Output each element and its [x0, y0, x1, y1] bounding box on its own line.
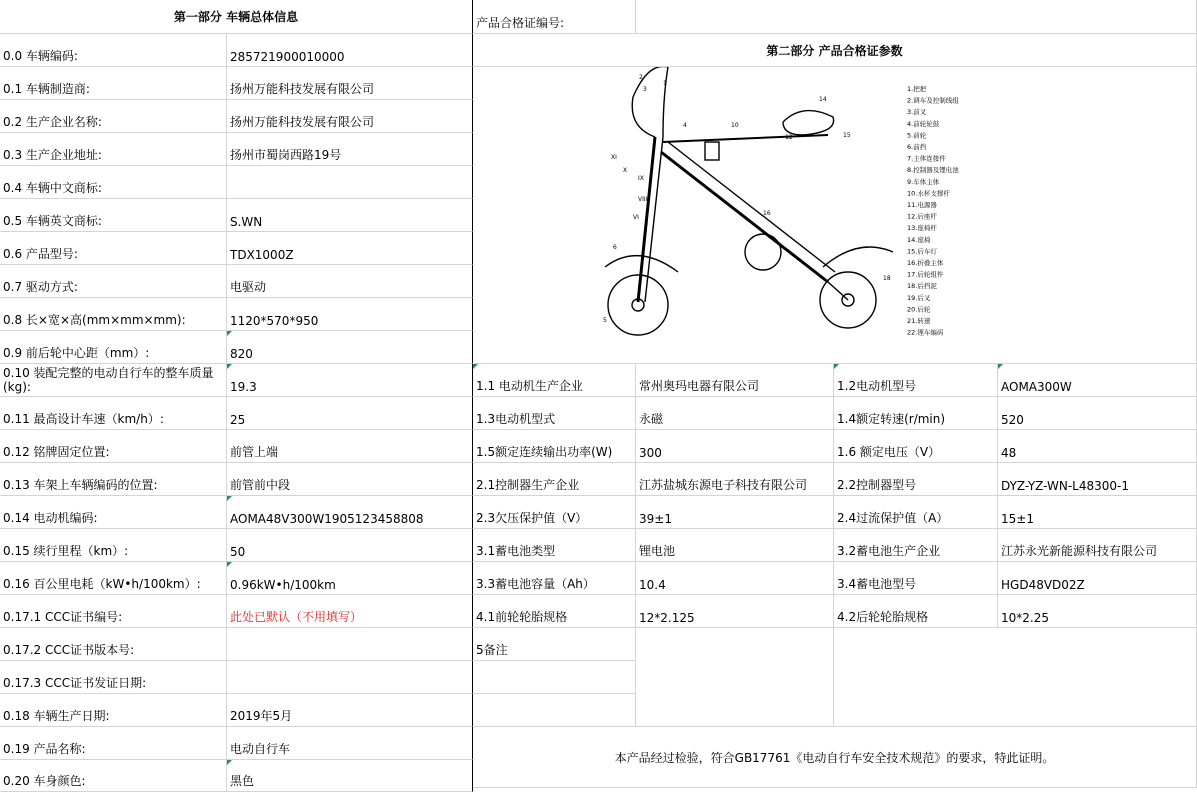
remark-label	[473, 628, 636, 661]
param-label	[473, 397, 636, 430]
param-value[interactable]	[636, 430, 834, 463]
remark-blank	[473, 661, 636, 694]
param-value[interactable]	[998, 463, 1197, 496]
front-wheel	[608, 275, 668, 335]
field-label-text: 0.14 电动机编码:	[3, 511, 98, 525]
field-value-text: 19.3	[230, 380, 257, 394]
controller-box	[705, 142, 719, 160]
remark-label-text: 5备注	[476, 643, 508, 657]
diagram-number-label: 2	[639, 74, 643, 81]
field-label-text: 0.2 生产企业名称:	[3, 115, 102, 129]
field-value-text: 此处已默认（不用填写）	[230, 610, 363, 624]
field-value[interactable]	[227, 232, 473, 265]
field-value[interactable]	[227, 496, 473, 529]
remark-extra	[834, 628, 1197, 727]
param-value-text: 锂电池	[639, 544, 676, 558]
diagram-number-label: 1	[663, 80, 667, 87]
param-value-text: 12*2.125	[639, 611, 695, 625]
param-value-text: 江苏盐城东源电子科技有限公司	[639, 478, 808, 492]
main-frame	[661, 152, 828, 282]
legend-item: 13.座椅杆	[907, 224, 937, 233]
field-value[interactable]	[227, 199, 473, 232]
field-label	[0, 595, 227, 628]
param-label-text: 4.2后轮轮胎规格	[837, 610, 929, 624]
field-value[interactable]	[227, 331, 473, 364]
field-value[interactable]	[227, 67, 473, 100]
param-label-text: 3.3蓄电池容量（Ah）	[476, 577, 595, 591]
field-value-text: 50	[230, 545, 246, 559]
field-label	[0, 67, 227, 100]
field-label-text: 0.3 生产企业地址:	[3, 148, 102, 162]
field-label	[0, 100, 227, 133]
param-value-text: 300	[639, 446, 662, 460]
param-value-text: 48	[1001, 446, 1017, 460]
remark-blank	[473, 694, 636, 727]
field-value[interactable]	[227, 595, 473, 628]
legend-item: 15.后车灯	[907, 247, 937, 256]
param-value[interactable]	[636, 463, 834, 496]
param-label-text: 3.2蓄电池生产企业	[837, 544, 941, 558]
param-label	[473, 364, 636, 397]
field-label-text: 0.0 车辆编码:	[3, 49, 78, 63]
field-label	[0, 628, 227, 661]
field-value[interactable]	[227, 100, 473, 133]
legend-item: 6.前挡	[907, 143, 927, 151]
diagram-number-label: VIII	[638, 196, 648, 203]
field-value[interactable]	[227, 760, 473, 792]
field-value-text: 扬州市蜀岗西路19号	[230, 148, 342, 162]
diagram-number-label: IX	[638, 175, 644, 182]
param-label	[473, 496, 636, 529]
param-label-text: 3.4蓄电池型号	[837, 577, 917, 591]
param-value-text: DYZ-YZ-WN-L48300-1	[1001, 479, 1130, 493]
legend-item: 4.前轮轮鼓	[907, 119, 940, 128]
field-label	[0, 430, 227, 463]
field-value[interactable]	[227, 727, 473, 760]
diagram-number-label: 5	[603, 317, 607, 324]
field-label	[0, 265, 227, 298]
diagram-number-label: 3	[643, 86, 647, 93]
field-value-text: 前管前中段	[230, 478, 291, 492]
statement-text: 本产品经过检验，符合GB17761《电动自行车安全技术规范》的要求，特此证明。	[614, 750, 1055, 765]
diagram-number-label: 12	[785, 134, 793, 141]
param-label-text: 1.2电动机型号	[837, 379, 917, 393]
param-value[interactable]	[998, 562, 1197, 595]
field-label	[0, 694, 227, 727]
param-value-text: 520	[1001, 413, 1024, 427]
param-value[interactable]	[998, 397, 1197, 430]
param-value-text: AOMA300W	[1001, 380, 1072, 394]
field-label-text: 0.9 前后轮中心距（mm）:	[3, 346, 150, 360]
field-label-text: 0.17.2 CCC证书版本号:	[3, 643, 135, 657]
field-value[interactable]	[227, 562, 473, 595]
field-label-text: 0.17.1 CCC证书编号:	[3, 610, 123, 624]
legend-item: 22.锂车编码	[907, 328, 944, 337]
top-bar	[663, 135, 828, 142]
field-value[interactable]	[227, 166, 473, 199]
cert-number-value[interactable]	[636, 0, 1197, 34]
param-label-text: 3.1蓄电池类型	[476, 544, 556, 558]
field-value[interactable]	[227, 298, 473, 331]
legend-item: 2.调车及控制线组	[907, 96, 959, 105]
field-value-text: TDX1000Z	[230, 248, 294, 262]
param-value-text: 常州奥玛电器有限公司	[639, 379, 760, 393]
param-value[interactable]	[998, 595, 1197, 628]
field-label	[0, 133, 227, 166]
front-fork	[638, 137, 655, 302]
param-label	[473, 595, 636, 628]
diagram-number-label: 14	[819, 96, 827, 103]
part1-title	[0, 0, 473, 34]
cert-number-label-text: 产品合格证编号:	[476, 16, 565, 30]
field-value[interactable]	[227, 661, 473, 694]
field-label	[0, 232, 227, 265]
field-value-text: 285721900010000	[230, 50, 345, 64]
param-label	[473, 463, 636, 496]
field-value[interactable]	[227, 628, 473, 661]
param-value-text: HGD48VD02Z	[1001, 578, 1085, 592]
field-label-text: 0.19 产品名称:	[3, 742, 86, 756]
param-value[interactable]	[636, 595, 834, 628]
field-value-text: 扬州万能科技发展有限公司	[230, 115, 375, 129]
field-label-text: 0.6 产品型号:	[3, 247, 78, 261]
param-label	[834, 364, 998, 397]
handlebar	[632, 67, 668, 137]
param-label-text: 4.1前轮轮胎规格	[476, 610, 568, 624]
field-value-text: AOMA48V300W1905123458808	[230, 512, 424, 526]
param-value[interactable]	[636, 496, 834, 529]
field-value-text: 黑色	[230, 774, 255, 788]
field-value[interactable]	[227, 430, 473, 463]
param-value[interactable]	[998, 529, 1197, 562]
field-label	[0, 760, 227, 792]
field-value-text: 电驱动	[230, 280, 267, 294]
field-label-text: 0.15 续行里程（km）:	[3, 544, 129, 558]
bike-diagram-cell	[473, 67, 1197, 364]
field-label	[0, 562, 227, 595]
param-label-text: 2.4过流保护值（A）	[837, 511, 949, 525]
param-label-text: 2.3欠压保护值（V）	[476, 511, 588, 525]
legend-item: 16.折叠主体	[907, 259, 944, 267]
param-label-text: 1.1 电动机生产企业	[476, 379, 583, 393]
diagram-number-label: 6	[613, 244, 617, 251]
param-label-text: 1.4额定转速(r/min)	[837, 412, 946, 426]
bike-diagram	[473, 67, 1197, 364]
field-label-text: 0.5 车辆英文商标:	[3, 214, 102, 228]
chainwheel	[745, 234, 781, 270]
field-value-text: 前管上端	[230, 445, 279, 459]
param-value[interactable]	[636, 364, 834, 397]
field-label	[0, 298, 227, 331]
param-label	[834, 430, 998, 463]
param-label	[834, 496, 998, 529]
field-label	[0, 199, 227, 232]
param-label	[473, 430, 636, 463]
param-label	[473, 529, 636, 562]
field-value[interactable]	[227, 133, 473, 166]
diagram-number-label: XI	[611, 154, 617, 161]
field-label	[0, 34, 227, 67]
field-label-text: 0.8 长×宽×高(mm×mm×mm):	[3, 313, 186, 327]
field-value[interactable]	[227, 265, 473, 298]
field-value-text: 1120*570*950	[230, 314, 319, 328]
legend-item: 20.后轮	[907, 305, 931, 314]
param-label	[834, 529, 998, 562]
field-value[interactable]	[227, 463, 473, 496]
legend-item: 14.座椅	[907, 235, 931, 244]
param-value-text: 10.4	[639, 578, 666, 592]
param-label-text: 1.6 额定电压（V）	[837, 445, 941, 459]
param-value[interactable]	[998, 364, 1197, 397]
field-value-text: 扬州万能科技发展有限公司	[230, 82, 375, 96]
param-value[interactable]	[636, 397, 834, 430]
field-label	[0, 331, 227, 364]
param-value[interactable]	[998, 496, 1197, 529]
statement	[473, 727, 1197, 788]
diagram-number-label: VI	[633, 214, 639, 221]
field-value-text: 25	[230, 413, 246, 427]
param-value-text: 永磁	[639, 412, 664, 426]
field-label-text: 0.7 驱动方式:	[3, 280, 78, 294]
diagram-number-label: 10	[731, 122, 739, 129]
diagram-number-label: 15	[843, 132, 851, 139]
legend-item: 5.前轮	[907, 131, 927, 140]
legend-item: 9.车体主体	[907, 177, 940, 186]
legend-item: 17.后轮组件	[907, 270, 944, 279]
legend-item: 12.后座杆	[907, 212, 937, 221]
field-label-text: 0.4 车辆中文商标:	[3, 181, 102, 195]
legend-item: 3.前叉	[907, 108, 927, 117]
legend-item: 19.后叉	[907, 293, 931, 302]
field-value[interactable]	[227, 397, 473, 430]
param-label	[834, 397, 998, 430]
field-label-text: 0.18 车辆生产日期:	[3, 709, 110, 723]
field-value-text: 电动自行车	[230, 742, 291, 756]
remark-value[interactable]	[636, 628, 834, 727]
field-label	[0, 727, 227, 760]
rear-mudguard	[823, 247, 893, 267]
field-label	[0, 166, 227, 199]
param-label	[834, 595, 998, 628]
field-value-text: 0.96kW•h/100km	[230, 578, 336, 592]
param-value-text: 江苏永光新能源科技有限公司	[1001, 544, 1158, 558]
field-label-text: 0.16 百公里电耗（kW•h/100km）:	[3, 577, 201, 591]
param-label-text: 2.1控制器生产企业	[476, 478, 580, 492]
seat	[783, 111, 834, 135]
legend-item: 8.控制器及锂电池	[907, 166, 959, 175]
field-label-text: 0.20 车身颜色:	[3, 774, 86, 788]
param-value-text: 15±1	[1001, 512, 1034, 526]
field-value-text: 2019年5月	[230, 709, 293, 723]
param-value-text: 39±1	[639, 512, 672, 526]
part1-title-text: 第一部分 车辆总体信息	[173, 10, 299, 24]
part2-title	[473, 34, 1197, 67]
diagram-number-label: 16	[763, 210, 771, 217]
diagram-number-label: 4	[683, 122, 687, 129]
field-value[interactable]	[227, 529, 473, 562]
field-label	[0, 496, 227, 529]
legend-item: 18.后挡泥	[907, 282, 937, 291]
field-label-text: 0.10 装配完整的电动自行车的整车质量(kg):	[3, 366, 214, 394]
param-value-text: 10*2.25	[1001, 611, 1049, 625]
legend-item: 7.主体连接件	[907, 154, 946, 163]
field-label-text: 0.1 车辆制造商:	[3, 82, 90, 96]
legend-item: 10.水杯支撑杆	[907, 189, 950, 198]
param-value[interactable]	[998, 430, 1197, 463]
field-value[interactable]	[227, 364, 473, 397]
field-label-text: 0.17.3 CCC证书发证日期:	[3, 676, 147, 690]
field-value[interactable]	[227, 34, 473, 67]
param-label-text: 1.5额定连续输出功率(W)	[476, 445, 613, 459]
param-label-text: 2.2控制器型号	[837, 478, 917, 492]
field-value-text: S.WN	[230, 215, 263, 229]
param-label	[834, 463, 998, 496]
rear-stay	[828, 282, 848, 300]
main-frame-2	[668, 142, 835, 272]
diagram-number-label: X	[623, 167, 628, 174]
field-label	[0, 661, 227, 694]
field-label	[0, 397, 227, 430]
field-label-text: 0.12 铭牌固定位置:	[3, 445, 110, 459]
field-label-text: 0.11 最高设计车速（km/h）:	[3, 412, 164, 426]
field-label-text: 0.13 车架上车辆编码的位置:	[3, 478, 158, 492]
cert-number-label	[473, 0, 636, 34]
param-label	[834, 562, 998, 595]
legend-item: 11.电源器	[907, 201, 937, 209]
diagram-number-label: 18	[883, 275, 891, 282]
field-value[interactable]	[227, 694, 473, 727]
param-value[interactable]	[636, 562, 834, 595]
param-value[interactable]	[636, 529, 834, 562]
legend-item: 1.把把	[907, 85, 927, 93]
field-label	[0, 463, 227, 496]
param-label	[473, 562, 636, 595]
part2-title-text: 第二部分 产品合格证参数	[766, 43, 903, 58]
param-label-text: 1.3电动机型式	[476, 412, 556, 426]
field-label	[0, 529, 227, 562]
legend-item: 21.转速	[907, 317, 931, 325]
field-label	[0, 364, 227, 397]
field-value-text: 820	[230, 347, 253, 361]
